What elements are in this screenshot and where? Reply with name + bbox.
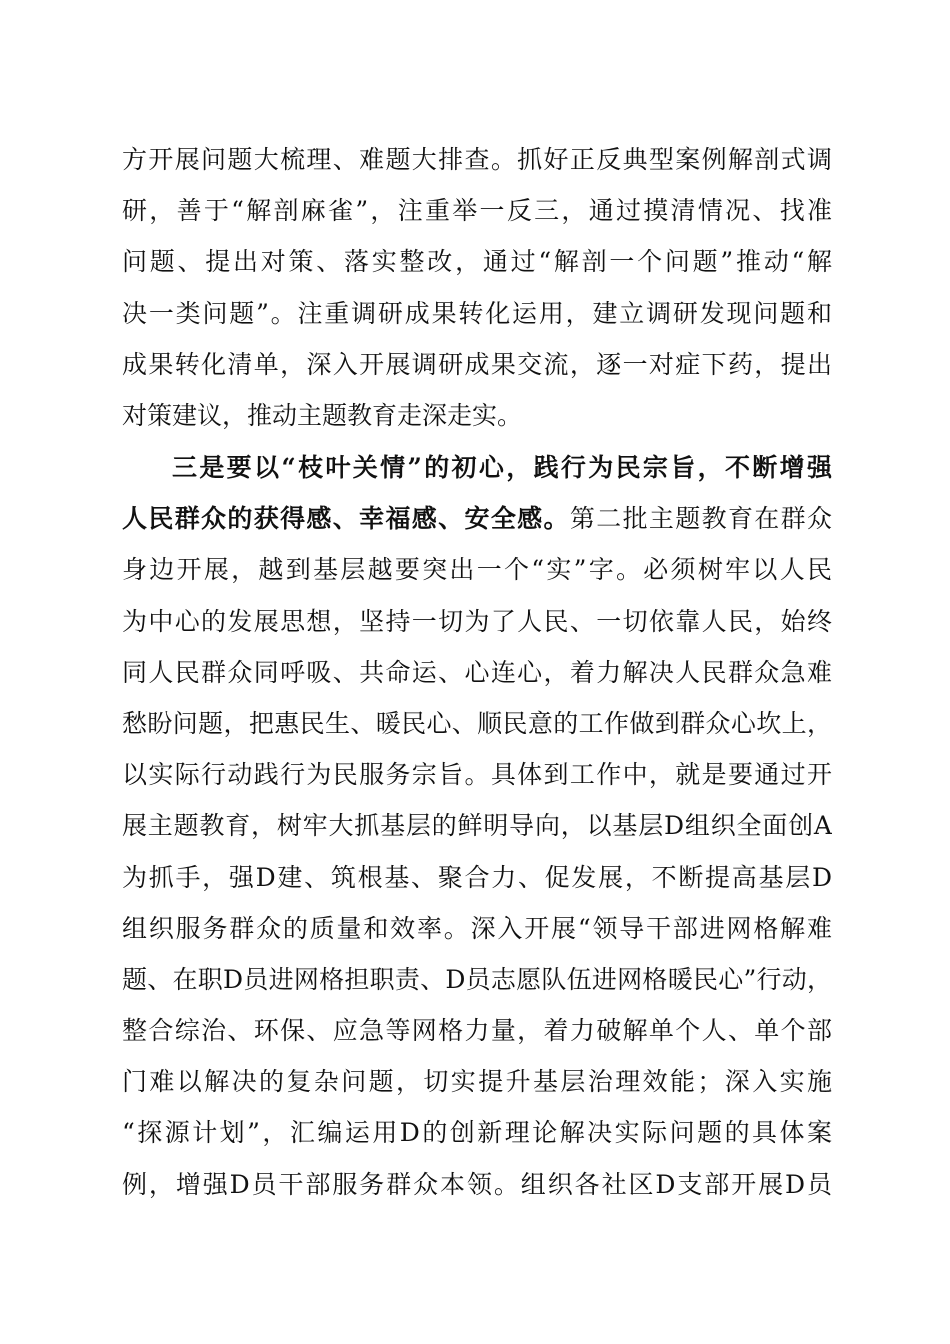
paragraph-1-line-5: 成果转化清单，深入开展调研成果交流，逐一对症下药，提出 [122,349,832,379]
paragraph-2-line-8: 组织服务群众的质量和效率。深入开展“领导干部进网格解难 [122,913,832,943]
paragraph-2-line-3: 同人民群众同呼吸、共命运、心连心，着力解决人民群众急难 [122,657,832,687]
paragraph-2-line-1: 身边开展，越到基层越要突出一个“实”字。必须树牢以人民 [122,555,832,585]
paragraph-1-line-6: 对策建议，推动主题教育走深走实。 [122,400,523,430]
paragraph-1-line-2: 研，善于“解剖麻雀”，注重举一反三，通过摸清情况、找准 [122,196,832,226]
paragraph-2-line-6: 展主题教育，树牢大抓基层的鲜明导向，以基层D组织全面创A [122,811,832,841]
paragraph-2-line-2: 为中心的发展思想，坚持一切为了人民、一切依靠人民，始终 [122,606,832,636]
paragraph-2-line-11: 门难以解决的复杂问题，切实提升基层治理效能；深入实施 [122,1067,832,1097]
paragraph-2-line-13: 例，增强D员干部服务群众本领。组织各社区D支部开展D员 [122,1169,832,1199]
paragraph-1-line-4: 决一类问题”。注重调研成果转化运用，建立调研发现问题和 [122,298,832,328]
paragraph-2-line-5: 以实际行动践行为民服务宗旨。具体到工作中，就是要通过开 [122,760,832,790]
paragraph-1 [122,134,832,441]
paragraph-2-heading-bold-text: 人民群众的获得感、幸福感、安全感。 [122,504,570,534]
paragraph-2-line-9: 题、在职D员进网格担职责、D员志愿队伍进网格暖民心”行动， [122,964,832,994]
paragraph-2-line-12: “探源计划”，汇编运用D的创新理论解决实际问题的具体案 [122,1118,832,1148]
paragraph-2-line-10: 整合综治、环保、应急等网格力量，着力破解单个人、单个部 [122,1016,832,1046]
paragraph-2 [122,442,832,1210]
paragraph-2-heading-rest-text: 第二批主题教育在群众 [569,504,832,534]
paragraph-2-heading-line-2 [122,493,832,544]
paragraph-2-line-4: 愁盼问题，把惠民生、暖民心、顺民意的工作做到群众心坎上， [122,708,832,738]
paragraph-2-heading-line-1: 三是要以“枝叶关情”的初心，践行为民宗旨，不断增强 [172,453,832,482]
paragraph-1-line-1: 方开展问题大梳理、难题大排查。抓好正反典型案例解剖式调 [122,145,832,174]
paragraph-2-line-7: 为抓手，强D建、筑根基、聚合力、促发展，不断提高基层D [122,862,832,892]
paragraph-1-line-3: 问题、提出对策、落实整改，通过“解剖一个问题”推动“解 [122,247,832,277]
